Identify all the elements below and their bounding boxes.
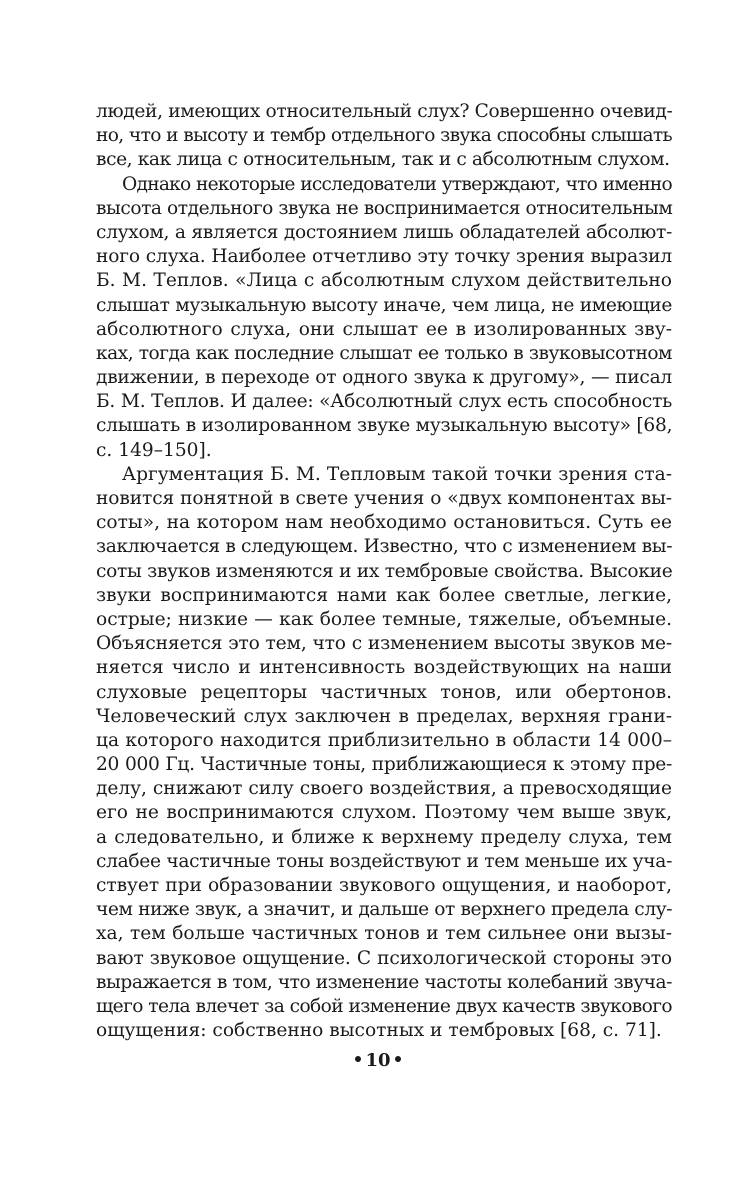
text-line: слухом, а является достоянием лишь обладателей абсолют- bbox=[96, 221, 672, 243]
text-line: острые; низкие — как более темные, тяжелые, объемные. bbox=[96, 608, 672, 630]
text-line: ощущения: собственно высотных и тембровых [68, с. 71]. bbox=[96, 1020, 662, 1042]
body-text bbox=[96, 100, 672, 1043]
text-line: Б. М. Теплов. «Лица с абсолютным слухом действительно bbox=[96, 270, 672, 292]
text-line: ствует при образовании звукового ощущения, и наоборот, bbox=[96, 875, 672, 896]
text-line: движении, в переходе от одного звука к другому», — писал bbox=[96, 367, 672, 389]
text-line: Б. М. Теплов. И далее: «Абсолютный слух есть способность bbox=[96, 391, 672, 413]
text-line: но, что и высоту и тембр отдельного звука способны слышать bbox=[96, 125, 672, 147]
text-line: Аргументация Б. М. Тепловым такой точки зрения ста- bbox=[122, 463, 672, 485]
text-line: соты», на котором нам необходимо остановиться. Суть ее bbox=[96, 512, 672, 534]
text-line: ца которого находится приблизительно в области 14 000– bbox=[96, 729, 672, 751]
text-line: вают звуковое ощущение. С психологической стороны это bbox=[96, 947, 672, 969]
text-line: выражается в том, что изменение частоты колебаний звуча- bbox=[96, 971, 672, 993]
paragraph-1 bbox=[96, 100, 672, 173]
text-line: ках, тогда как последние слышат ее только в звуковысотном bbox=[96, 342, 672, 364]
text-line: ха, тем больше частичных тонов и тем сильнее они вызы- bbox=[96, 923, 672, 945]
text-line: звуки воспринимаются нами как более светлые, легкие, bbox=[96, 584, 672, 606]
text-line: няется число и интенсивность воздействующих на наши bbox=[96, 657, 672, 679]
text-line: а следовательно, и ближе к верхнему пределу слуха, тем bbox=[96, 826, 672, 848]
text-line: Человеческий слух заключен в пределах, верхняя грани- bbox=[96, 705, 672, 727]
text-line: заключается в следующем. Известно, что с изменением вы- bbox=[96, 536, 673, 558]
text-line: соты звуков изменяются и их тембровые свойства. Высокие bbox=[96, 560, 673, 582]
page-number bbox=[0, 1050, 756, 1071]
page-number-value: 10 bbox=[365, 1050, 391, 1071]
text-line: Однако некоторые исследователи утверждают, что именно bbox=[122, 173, 672, 195]
paragraph-3 bbox=[96, 463, 672, 1044]
text-line: Объясняется это тем, что с изменением высоты звуков ме- bbox=[96, 633, 672, 655]
text-line: щего тела влечет за собой изменение двух качеств звукового bbox=[96, 995, 672, 1017]
text-line: слуховые рецепторы частичных тонов, или обертонов. bbox=[96, 681, 672, 703]
text-line: делу, снижают силу своего воздействия, а превосходящие bbox=[96, 778, 672, 800]
text-line: людей, имеющих относительный слух? Совершенно очевид- bbox=[96, 101, 673, 122]
text-line: чем ниже звук, а значит, и дальше от верхнего предела слу- bbox=[96, 899, 673, 921]
text-line: слышат музыкальную высоту иначе, чем лица, не имеющие bbox=[96, 294, 672, 316]
text-line: слабее частичные тоны воздействуют и тем меньше их уча- bbox=[96, 850, 673, 872]
text-line: слышать в изолированном звуке музыкальную высоту» [68, bbox=[96, 415, 673, 437]
bullet-right-icon bbox=[395, 1056, 401, 1062]
paragraph-2 bbox=[96, 173, 672, 463]
text-line: абсолютного слуха, они слышат ее в изолированных зву- bbox=[96, 318, 672, 340]
text-line: его не воспринимаются слухом. Поэтому чем выше звук, bbox=[96, 802, 672, 824]
bullet-left-icon bbox=[355, 1056, 361, 1062]
text-line: новится понятной в свете учения о «двух компонентах вы- bbox=[96, 488, 672, 509]
text-line: ного слуха. Наиболее отчетливо эту точку зрения выразил bbox=[96, 246, 672, 268]
text-line: с. 149–150]. bbox=[96, 439, 212, 461]
text-line: высота отдельного звука не воспринимается относительным bbox=[96, 197, 673, 219]
text-line: все, как лица с относительным, так и с абсолютным слухом. bbox=[96, 149, 670, 171]
text-line: 20 000 Гц. Частичные тоны, приближающиеся к этому пре- bbox=[96, 754, 672, 776]
